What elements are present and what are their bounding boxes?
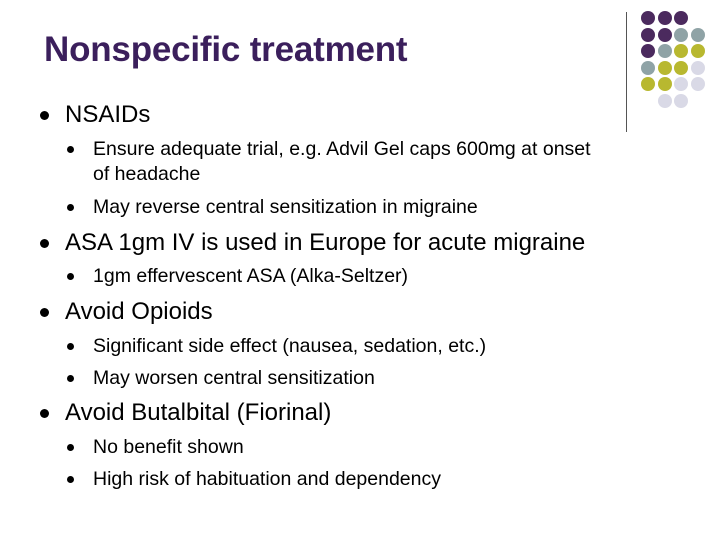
- bullet-marker: [40, 308, 49, 317]
- bullet-marker: [40, 409, 49, 418]
- sub-bullet-marker: [67, 375, 74, 382]
- sub-bullet-habituation: High risk of habituation and dependency: [93, 468, 441, 490]
- sub-bullet-marker: [67, 343, 74, 350]
- sub-bullet-marker: [67, 204, 74, 211]
- sub-bullet-side-effect: Significant side effect (nausea, sedation, etc.): [93, 335, 487, 357]
- bullet-nsaids: NSAIDs: [65, 101, 151, 128]
- sub-bullet-central-sensitization: May reverse central sensitization in migraine: [93, 196, 478, 218]
- bullet-marker: [40, 111, 49, 120]
- sub-bullet-marker: [67, 273, 74, 280]
- bullet-avoid-butalbital: Avoid Butalbital (Fiorinal): [65, 399, 332, 426]
- sub-bullet-advil-continued: of headache: [93, 163, 201, 185]
- sub-bullet-advil: Ensure adequate trial, e.g. Advil Gel caps 600mg at onset: [93, 138, 591, 160]
- sub-bullet-marker: [67, 444, 74, 451]
- sub-bullet-alka-seltzer: 1gm effervescent ASA (Alka-Seltzer): [93, 265, 409, 287]
- sub-bullet-marker: [67, 476, 74, 483]
- bullet-asa: ASA 1gm IV is used in Europe for acute migraine: [65, 229, 586, 256]
- sub-bullet-worsen-sensitization: May worsen central sensitization: [93, 367, 375, 389]
- bullet-marker: [40, 239, 49, 248]
- sub-bullet-no-benefit: No benefit shown: [93, 436, 244, 458]
- bullet-avoid-opioids: Avoid Opioids: [65, 298, 213, 325]
- sub-bullet-marker: [67, 146, 74, 153]
- slide-title: Nonspecific treatment: [44, 30, 408, 69]
